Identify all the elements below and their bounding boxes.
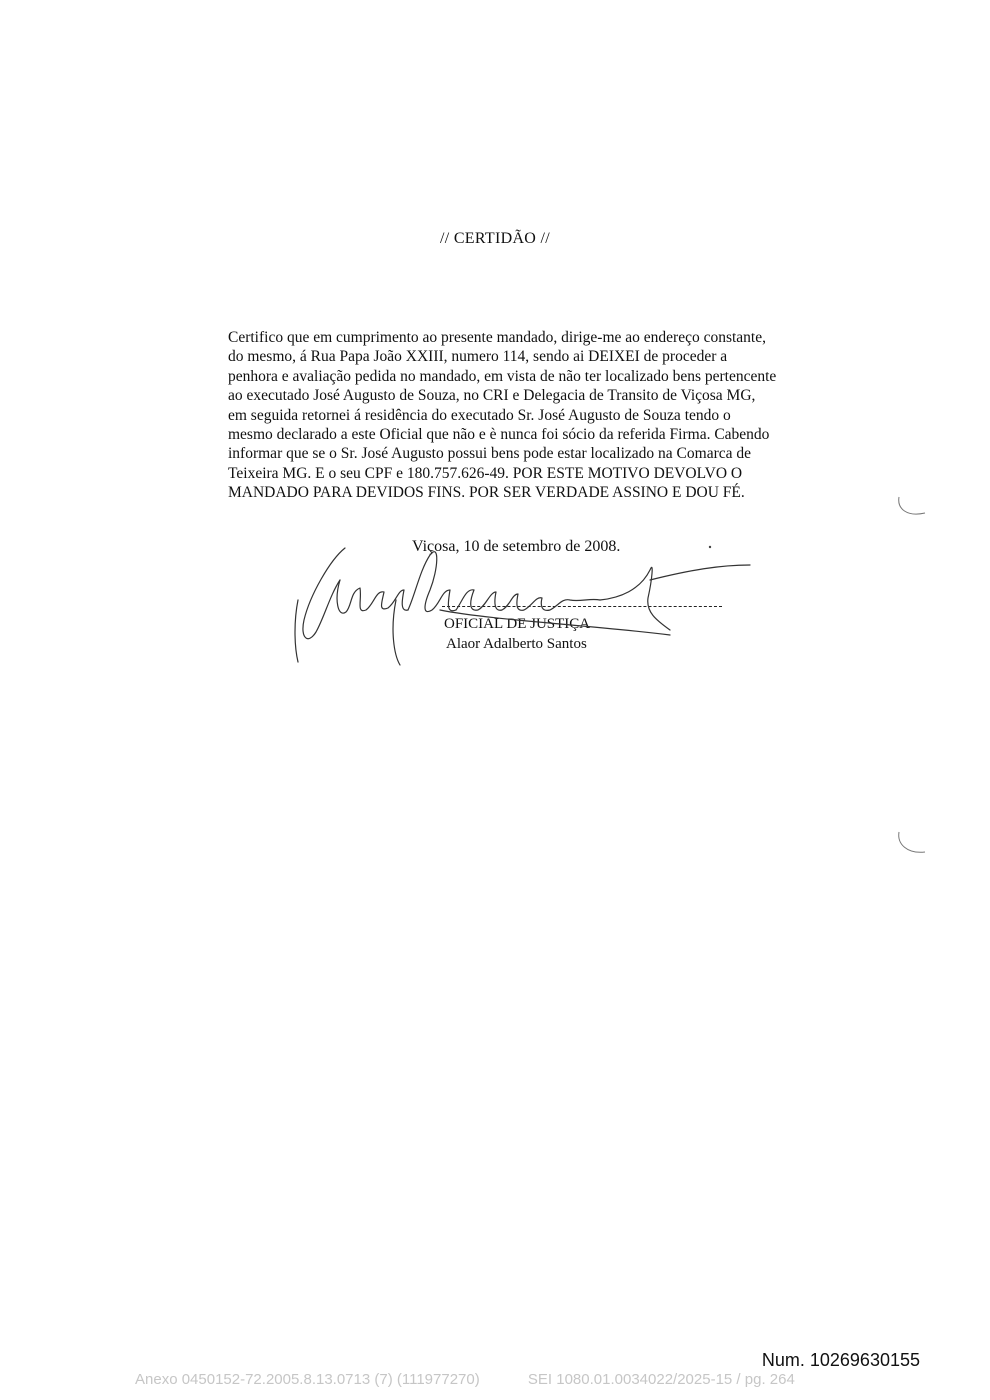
annex-reference	[135, 1371, 795, 1388]
signer-role: OFICIAL DE JUSTIÇA	[444, 616, 591, 632]
body-line: em seguida retornei á residência do executado Sr. José Augusto de Souza tendo o	[228, 406, 731, 424]
body-line: Teixeira MG. E o seu CPF e 180.757.626-49. POR ESTE MOTIVO DEVOLVO O	[228, 464, 743, 482]
signer-name: Alaor Adalberto Santos	[446, 636, 587, 652]
document-number: Num. 10269630155	[761, 1350, 920, 1370]
certificate-body	[228, 328, 808, 503]
body-line: penhora e avaliação pedida no mandado, em vista de não ter localizado bens pertencente	[228, 367, 777, 385]
page-edge-mark	[895, 495, 931, 523]
body-line: MANDADO PARA DEVIDOS FINS. POR SER VERDADE ASSINO E DOU FÉ.	[228, 484, 745, 502]
body-line: Certifico que em cumprimento ao presente mandado, dirige-me ao endereço constante,	[228, 329, 766, 346]
date-line: Viçosa, 10 de setembro de 2008.	[412, 538, 621, 555]
document-title: // CERTIDÃO //	[440, 230, 550, 247]
ink-dot-mark	[705, 542, 715, 552]
body-line: mesmo declarado a este Oficial que não e è nunca foi sócio da referida Firma. Cabendo	[228, 426, 770, 444]
handwritten-signature	[290, 540, 760, 670]
body-line: do mesmo, á Rua Papa João XXIII, numero 114, sendo ai DEIXEI de proceder a	[228, 348, 728, 366]
body-line: ao executado José Augusto de Souza, no CRI e Delegacia de Transito de Viçosa MG,	[228, 387, 756, 405]
body-line: informar que se o Sr. José Augusto possui bens pode estar localizado na Comarca de	[228, 445, 752, 463]
annex-left: Anexo 0450152-72.2005.8.13.0713 (7) (111977270)	[135, 1371, 480, 1388]
page-edge-mark	[895, 830, 931, 858]
annex-right: SEI 1080.01.0034022/2025-15 / pg. 264	[527, 1371, 795, 1388]
